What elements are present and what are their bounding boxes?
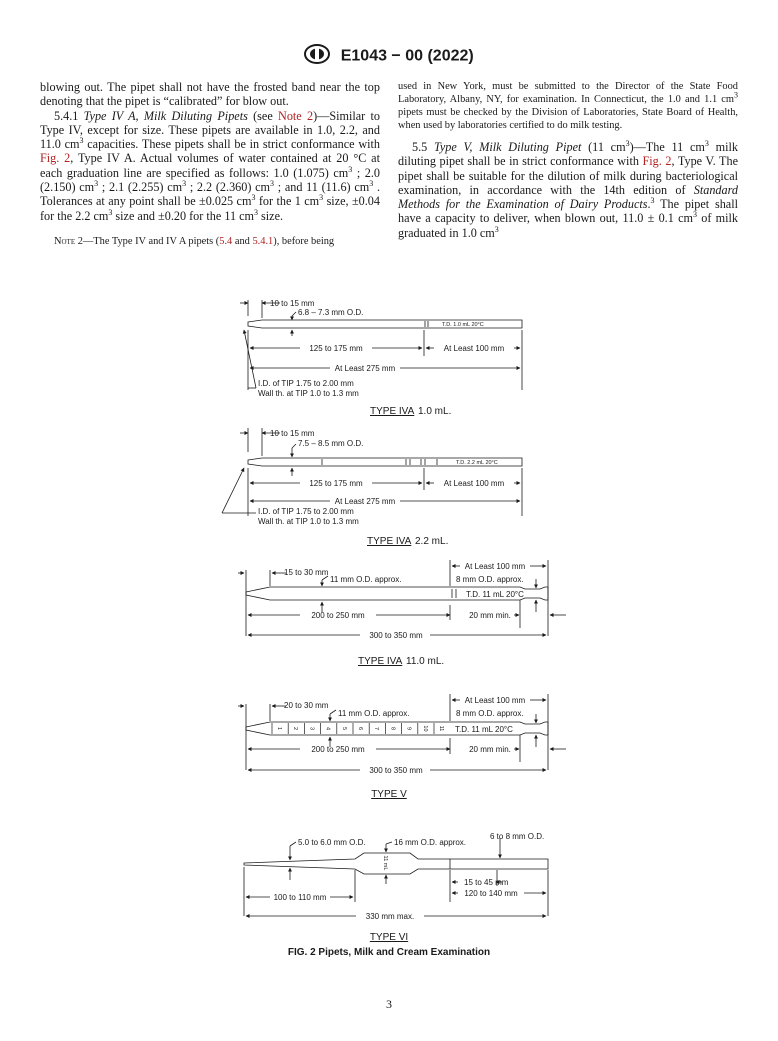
od-label: 7.5 – 8.5 mm O.D.	[298, 439, 364, 448]
superscript: 3	[494, 224, 499, 234]
type-title: TYPE IVA	[358, 656, 403, 667]
footnote-3-ref[interactable]: 3	[650, 196, 655, 206]
note-label: Note 2	[54, 235, 83, 247]
text-fragment: )—Similar to Type IV, except for size. These pipets are available in 1.0, 2.2, and 11.0 cm	[40, 108, 380, 152]
book-title: Standard Methods for the Examination of Dairy Products	[398, 182, 738, 212]
graduation-label: 10	[421, 725, 428, 732]
superscript: 3	[369, 179, 374, 189]
fig-2-link[interactable]: Fig. 2	[642, 154, 672, 169]
section-title: Type IV A, Milk Diluting Pipets	[83, 108, 248, 123]
text-fragment: used in New York, must be submitted to the Director of the State Food Laboratory, Albany, NY, for examination. In Connecticut, the 1.0 and 1.1 cm	[398, 81, 738, 105]
text-fragment: size, ±0.04 for the 2.2 cm	[40, 194, 380, 223]
text-fragment: —The Type IV and IV A pipets (	[82, 235, 220, 247]
text-fragment: , Type IV A. Actual volumes of water contained at 20 °C at each graduation line are specified as follows: 1.0 (1.075) cm	[40, 151, 380, 180]
iva1-labels	[258, 299, 505, 417]
pipets-diagram	[0, 290, 778, 980]
text-fragment: and	[232, 235, 253, 247]
text-fragment: pipets must be checked by the Division of Laboratories, State Board of Health, when used by laboratories certified to do milk testing.	[398, 107, 738, 131]
tip-od-label: 5.0 to 6.0 mm O.D.	[298, 838, 366, 847]
section-5-4-1-link[interactable]: 5.4.1	[252, 235, 274, 247]
note-continuation	[398, 80, 738, 132]
calibration-mark: T.D. 2.2 mL 20°C	[456, 460, 498, 466]
superscript: 3	[319, 193, 324, 203]
type-volume: 11.0 mL.	[406, 656, 445, 667]
section-5-5: 5.5 Type V, Milk Diluting Pipet (11 $cm^3)—The$ 11 $cm^3$ milk diluting pipet shall be in strict conformance with Fig. 2, Type V. The pipet shall be suitable for the dilution of milk during bacteriological examination, in accordance with the 14th edition of Standard Methods for the Examination of Dairy Products.$^3$ The pipet shall have a capacity to deliver, when blown out, 11.0 ± 0.1 $cm^3$ of milk graduated in 1.0 $cm^3$	[398, 138, 739, 240]
graduation-label: 6	[357, 726, 363, 731]
paragraph-continuation: blowing out. The pipet shall not have the frosted band near the top denoting that the pipet is “calibrated” for blow out.	[40, 80, 380, 109]
bulb-mark: 11 mL	[382, 855, 388, 871]
iva11-labels	[284, 562, 526, 667]
section-number: 5.4.1	[54, 108, 79, 123]
graduation-label: 5	[340, 726, 347, 731]
od-label: 11 mm O.D. approx.	[330, 575, 402, 584]
text-fragment: ; 2.0 (2.150) cm	[40, 165, 380, 195]
tip-length-label: 10 to 15 mm	[270, 429, 315, 438]
v-labels	[284, 696, 526, 800]
page-number: 3	[386, 997, 392, 1011]
section-title: Type V, Milk Diluting Pipet	[433, 140, 582, 154]
text-fragment: ; 2.2 (2.360) cm	[186, 180, 271, 195]
top-length-label: At Least 100 mm	[464, 696, 526, 705]
text-fragment: for the 1 cm	[255, 194, 320, 209]
document-header	[0, 44, 778, 69]
figure-caption: FIG. 2 Pipets, Milk and Cream Examination	[287, 947, 491, 958]
graduation-label: 8	[389, 726, 396, 731]
superscript: 3	[94, 179, 99, 189]
superscript: 3	[625, 138, 630, 148]
od-label: 6.8 – 7.3 mm O.D.	[298, 308, 364, 317]
tip-length-label: 15 to 30 mm	[284, 568, 329, 577]
graduation-label: 1	[276, 726, 282, 731]
text-fragment: . Tolerances at any point shall be ±0.025 cm	[40, 180, 380, 209]
text-fragment: The pipet shall have a capacity to deliver, when blown out, 11.0 ± 0.1 cm	[398, 197, 738, 226]
graduation-label: 3	[308, 726, 315, 731]
tip-length-label: 100 to 110 mm	[273, 893, 327, 902]
text-fragment: size and ±0.20 for the 11 cm	[112, 208, 254, 223]
segment-b-label: 120 to 140 mm	[464, 889, 518, 898]
graduation-label: 4	[324, 726, 331, 731]
type-volume: 1.0 mL.	[418, 406, 452, 417]
total-length-label: At Least 275 mm	[334, 364, 396, 373]
length-1-label: 125 to 175 mm	[309, 344, 363, 353]
total-length-label: 300 to 350 mm	[369, 766, 423, 775]
graduation-label: 9	[405, 726, 412, 731]
section-5-4-1	[40, 109, 380, 223]
standard-designation: E1043 − 00 (2022)	[340, 47, 474, 65]
superscript: 3	[270, 179, 275, 189]
type-volume: 2.2 mL.	[415, 536, 449, 547]
tip-id-label: I.D. of TIP 1.75 to 2.00 mm	[258, 507, 354, 516]
superscript: 3	[254, 207, 258, 217]
top-length-label: At Least 100 mm	[464, 562, 526, 571]
left-column	[40, 80, 380, 248]
note-2	[40, 235, 380, 248]
text-fragment: ; and 11 (11.6) cm	[274, 180, 370, 195]
text-fragment: size.	[258, 208, 284, 223]
text-fragment: )—The 11 cm	[629, 140, 705, 154]
section-5-4-link[interactable]: 5.4	[219, 235, 233, 247]
text-fragment: (see	[253, 108, 273, 123]
astm-logo-icon	[304, 44, 330, 69]
tip-wall-label: Wall th. at TIP 1.0 to 1.3 mm	[258, 389, 359, 398]
bulb-od-label: 16 mm O.D. approx.	[394, 838, 467, 847]
superscript: 3	[692, 210, 697, 220]
superscript: 3	[108, 207, 113, 217]
text-fragment: , Type V. The pipet shall be suitable for the dilution of milk during bacteriological examination, in accordance with the 14th edition of	[398, 154, 739, 197]
type-title: TYPE VI	[369, 932, 409, 943]
top-od-label: 6 to 8 mm O.D.	[490, 832, 545, 841]
type-title: TYPE IVA	[367, 536, 412, 547]
calibration-mark: T.D. 11 mL 20°C	[466, 590, 524, 599]
tip-length-label: 20 to 30 mm	[284, 701, 329, 710]
segment-a-label: 15 to 45 mm	[464, 878, 509, 887]
text-fragment: capacities. These pipets shall be in strict conformance with	[83, 137, 380, 152]
length-1-label: 200 to 250 mm	[311, 745, 365, 754]
total-length-label: 330 mm max.	[365, 912, 415, 921]
section-number: 5.5	[412, 140, 428, 154]
vi-labels	[274, 832, 545, 943]
type-title: TYPE IVA	[370, 406, 415, 417]
superscript: 3	[734, 90, 738, 100]
superscript: 3	[251, 193, 256, 203]
type-title: TYPE V	[371, 789, 407, 800]
tip-wall-label: Wall th. at TIP 1.0 to 1.3 mm	[258, 517, 359, 526]
calibration-mark: T.D. 11 mL 20°C	[455, 725, 513, 734]
top-od-label: 8 mm O.D. approx.	[456, 575, 524, 584]
superscript: 3	[348, 164, 353, 174]
pipet-type-vi	[244, 838, 548, 916]
calibration-mark: T.D. 1.0 mL 20°C	[442, 322, 484, 328]
text-fragment: (11 cm	[588, 140, 626, 154]
superscript: 3	[704, 138, 709, 148]
right-column	[398, 80, 738, 240]
superscript: 3	[182, 179, 187, 189]
note-2-link[interactable]: Note 2	[278, 108, 314, 123]
type-v-graduations	[272, 723, 444, 734]
text-fragment: milk diluting pipet shall be in strict conformance with	[398, 140, 738, 169]
figure-2-pipets	[0, 290, 778, 980]
graduation-label: 11	[438, 725, 444, 732]
length-1-label: 125 to 175 mm	[309, 479, 363, 488]
total-length-label: At Least 275 mm	[334, 497, 396, 506]
od-label: 11 mm O.D. approx.	[338, 709, 410, 718]
total-length-label: 300 to 350 mm	[369, 631, 423, 640]
end-length-label: 20 mm min.	[469, 745, 511, 754]
graduation-label: 2	[292, 726, 299, 731]
text-fragment: ), before being	[273, 235, 335, 247]
length-1-label: 200 to 250 mm	[311, 611, 365, 620]
length-2-label: At Least 100 mm	[443, 479, 505, 488]
fig-2-link[interactable]: Fig. 2	[40, 151, 71, 166]
tip-length-label: 10 to 15 mm	[270, 299, 315, 308]
text-fragment: ; 2.1 (2.255) cm	[98, 180, 183, 195]
graduation-label: 7	[373, 726, 380, 731]
top-od-label: 8 mm O.D. approx.	[456, 709, 524, 718]
iva2-labels	[258, 429, 505, 547]
superscript: 3	[79, 136, 84, 146]
end-length-label: 20 mm min.	[469, 611, 511, 620]
length-2-label: At Least 100 mm	[443, 344, 505, 353]
tip-id-label: I.D. of TIP 1.75 to 2.00 mm	[258, 379, 354, 388]
text-fragment: of milk graduated in 1.0 cm	[398, 211, 738, 240]
